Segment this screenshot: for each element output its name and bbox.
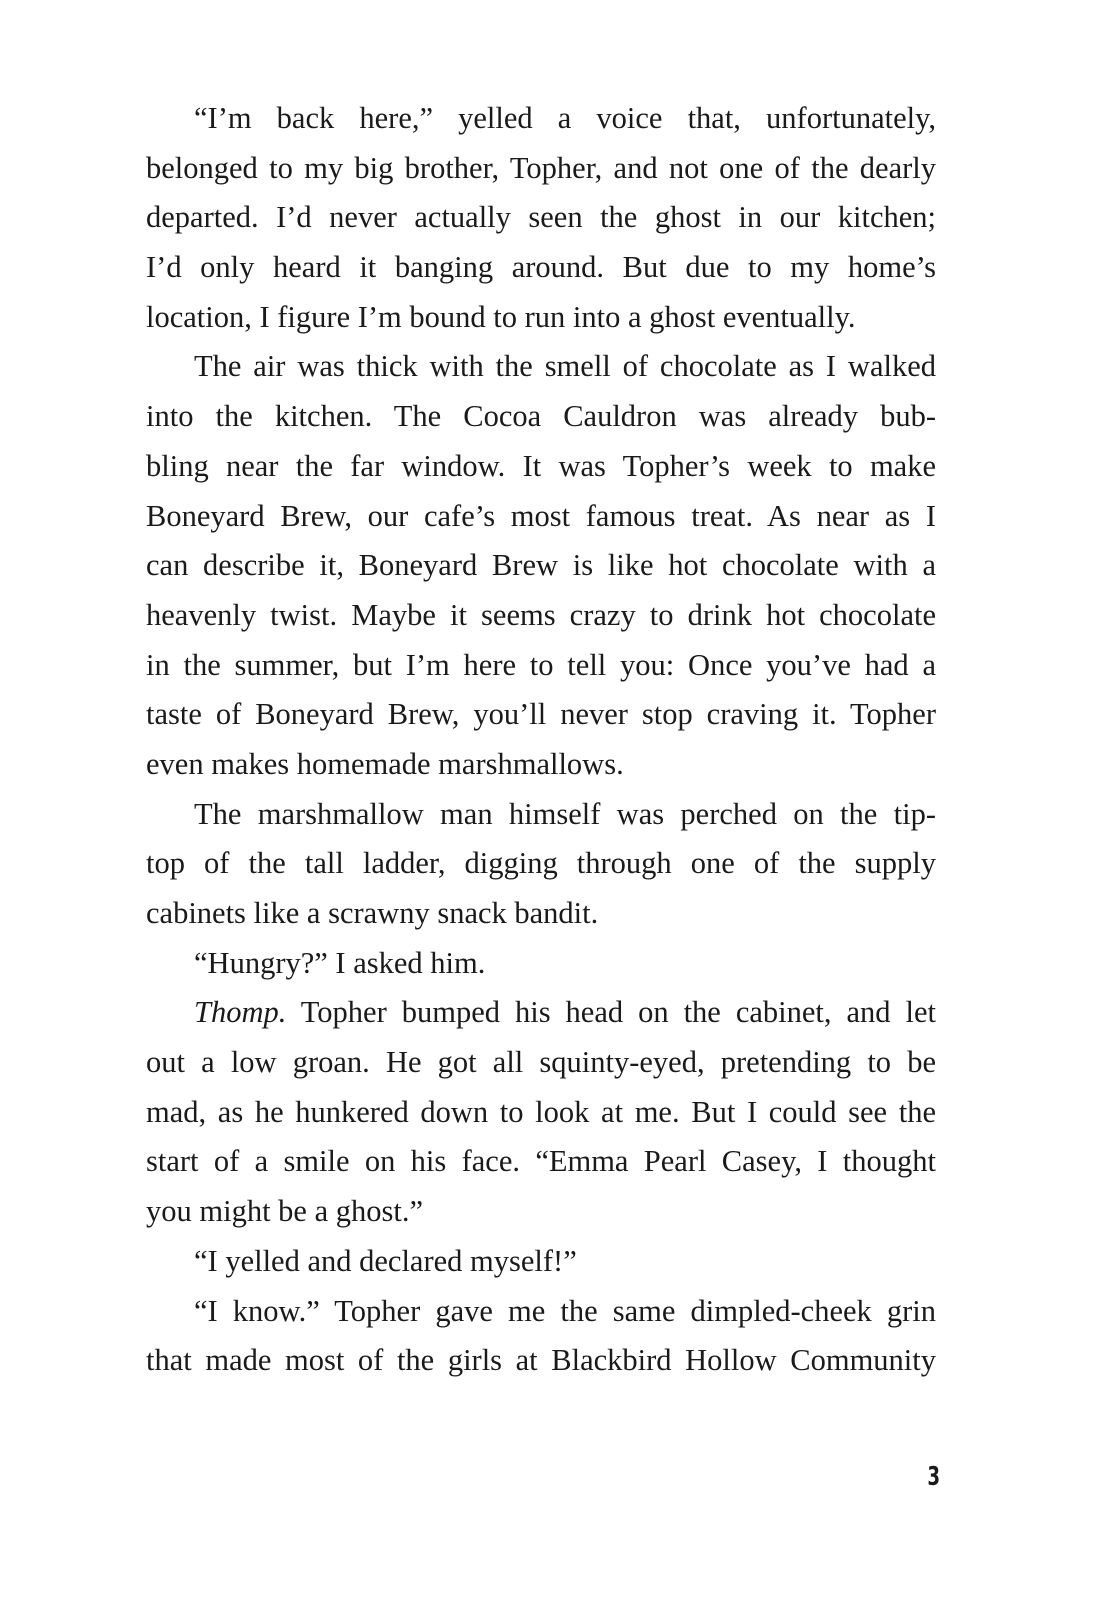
page-number: 3 xyxy=(927,1462,940,1492)
text-line: “Hungry?” I asked him. xyxy=(194,945,486,980)
text-line: heavenly twist. Maybe it seems crazy to drink hot chocolate xyxy=(146,597,936,632)
text-line: location, I figure I’m bound to run into a ghost eventually. xyxy=(146,299,856,334)
text-line: taste of Boneyard Brew, you’ll never stop craving it. Topher xyxy=(146,697,936,732)
text-line: in the summer, but I’m here to tell you: Once you’ve had a xyxy=(146,647,936,682)
text-line: even makes homemade marshmallows. xyxy=(146,746,624,781)
text-line: The air was thick with the smell of chocolate as I walked xyxy=(194,349,936,384)
line-text: Topher bumped his head on the cabinet, and let xyxy=(286,995,936,1030)
page-body xyxy=(146,94,936,1386)
text-line: departed. I’d never actually seen the ghost in our kitchen; xyxy=(146,200,936,235)
text-line: out a low groan. He got all squinty-eyed, pretending to be xyxy=(146,1045,936,1080)
text-line: top of the tall ladder, digging through one of the supply xyxy=(146,846,936,881)
text-line: Boneyard Brew, our cafe’s most famous treat. As near as I xyxy=(146,498,936,533)
text-line: can describe it, Boneyard Brew is like hot chocolate with a xyxy=(146,548,936,583)
text-line: “I know.” Topher gave me the same dimpled-cheek grin xyxy=(194,1293,936,1328)
text-line: I’d only heard it banging around. But due to my home’s xyxy=(146,250,936,285)
text-line: “I’m back here,” yelled a voice that, unfortunately, xyxy=(194,101,936,135)
italic-word: Thomp. xyxy=(194,995,287,1030)
text-line: mad, as he hunkered down to look at me. But I could see the xyxy=(146,1094,936,1129)
text-line: cabinets like a scrawny snack bandit. xyxy=(146,896,599,930)
text-line: bling near the far window. It was Topher’s week to make xyxy=(146,448,936,483)
text-line: “I yelled and declared myself!” xyxy=(194,1243,577,1278)
text-line: that made most of the girls at Blackbird Hollow Community xyxy=(146,1343,936,1378)
text-line: into the kitchen. The Cocoa Cauldron was already bub- xyxy=(146,399,936,434)
text-line xyxy=(146,988,936,1038)
text-line: belonged to my big brother, Topher, and not one of the dearly xyxy=(146,150,936,185)
text-line: The marshmallow man himself was perched on the tip- xyxy=(194,796,936,831)
text-line: start of a smile on his face. “Emma Pearl Casey, I thought xyxy=(146,1144,936,1179)
text-line: you might be a ghost.” xyxy=(146,1194,424,1229)
